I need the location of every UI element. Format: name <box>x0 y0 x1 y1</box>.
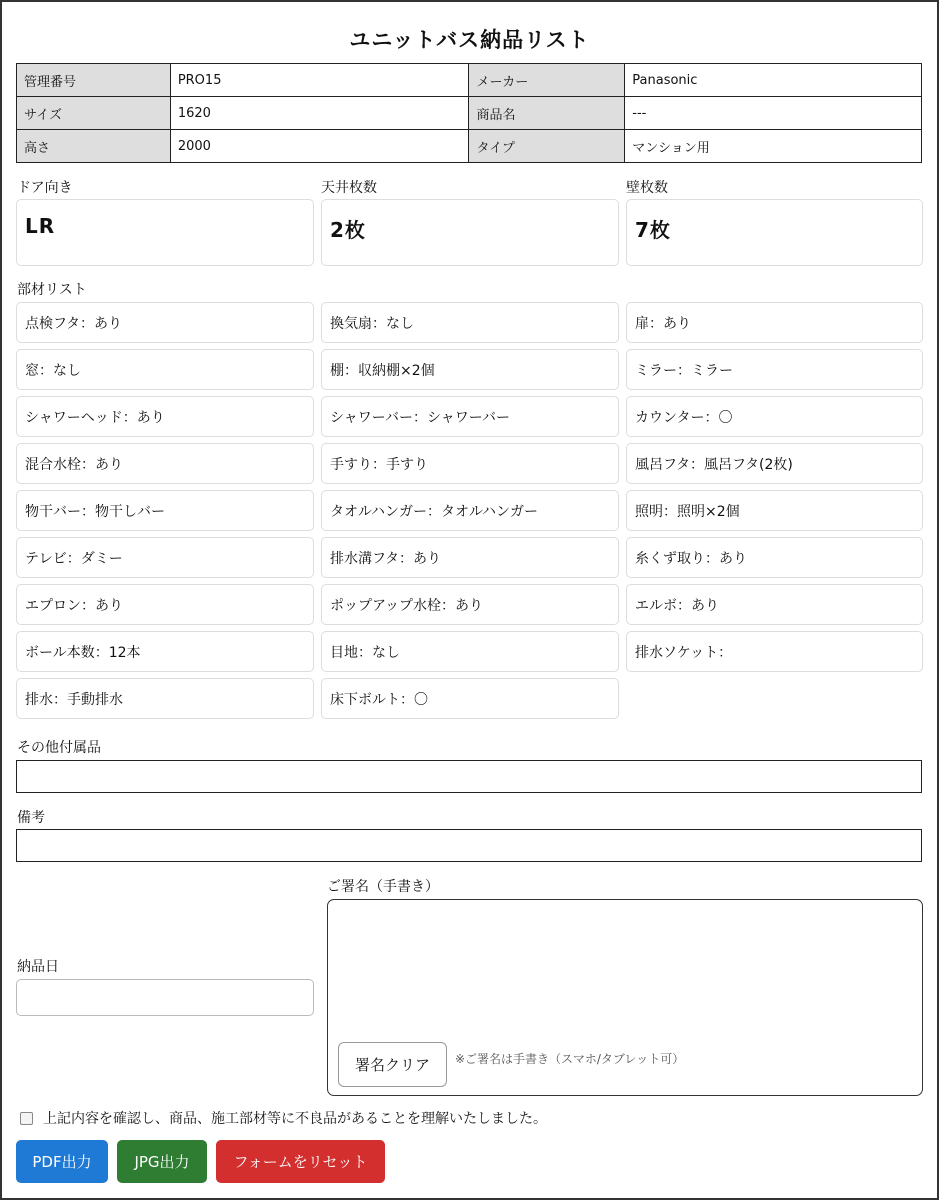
parts-item: エプロン：あり <box>16 584 314 625</box>
reset-form-button[interactable]: フォームをリセット <box>216 1140 385 1183</box>
info-value: --- <box>625 97 922 130</box>
confirm-checkbox[interactable] <box>20 1112 33 1125</box>
info-label: 商品名 <box>469 97 625 130</box>
signature-pad[interactable] <box>327 899 923 1096</box>
parts-item: 混合水栓：あり <box>16 443 314 484</box>
info-row <box>17 64 922 97</box>
info-label: タイプ <box>469 130 625 163</box>
parts-item: ボール本数：12本 <box>16 631 314 672</box>
info-label: 高さ <box>17 130 171 163</box>
parts-item: 窓：なし <box>16 349 314 390</box>
door-label: ドア向き <box>17 180 73 196</box>
parts-item: 糸くず取り：あり <box>626 537 923 578</box>
parts-item: シャワーバー：シャワーバー <box>321 396 619 437</box>
info-label: サイズ <box>17 97 171 130</box>
confirm-text: 上記内容を確認し、商品、施工部材等に不良品があることを理解いたしました。 <box>43 1111 547 1127</box>
parts-label: 部材リスト <box>17 282 87 298</box>
signature-label: ご署名（手書き） <box>327 879 439 895</box>
delivery-date-input[interactable] <box>16 979 314 1016</box>
info-value: マンション用 <box>625 130 922 163</box>
parts-item: ポップアップ水栓：あり <box>321 584 619 625</box>
info-value: 1620 <box>170 97 469 130</box>
info-table <box>16 63 922 163</box>
jpg-export-button[interactable]: JPG出力 <box>117 1140 207 1183</box>
wall-value: 7枚 <box>626 199 923 266</box>
signature-note: ※ご署名は手書き（スマホ/タブレット可） <box>455 1052 685 1066</box>
parts-item: テレビ：ダミー <box>16 537 314 578</box>
accessories-input[interactable] <box>16 760 922 793</box>
ceiling-value: 2枚 <box>321 199 619 266</box>
parts-item: 換気扇：なし <box>321 302 619 343</box>
parts-item: 扉：あり <box>626 302 923 343</box>
pdf-export-button[interactable]: PDF出力 <box>16 1140 108 1183</box>
parts-item: 床下ボルト：〇 <box>321 678 619 719</box>
parts-item: 棚：収納棚×2個 <box>321 349 619 390</box>
delivery-date-label: 納品日 <box>17 959 59 975</box>
info-value: PRO15 <box>170 64 469 97</box>
notes-label: 備考 <box>17 810 45 826</box>
info-row <box>17 130 922 163</box>
parts-item: 風呂フタ：風呂フタ(2枚) <box>626 443 923 484</box>
parts-item: タオルハンガー：タオルハンガー <box>321 490 619 531</box>
confirm-row[interactable] <box>20 1108 547 1128</box>
parts-item: カウンター：〇 <box>626 396 923 437</box>
parts-item: 照明：照明×2個 <box>626 490 923 531</box>
signature-clear-button[interactable]: 署名クリア <box>338 1042 447 1087</box>
parts-item: 点検フタ：あり <box>16 302 314 343</box>
parts-list <box>16 302 923 719</box>
parts-item: ミラー：ミラー <box>626 349 923 390</box>
door-value: LR <box>16 199 314 266</box>
parts-item: 目地：なし <box>321 631 619 672</box>
info-value: 2000 <box>170 130 469 163</box>
page-title: ユニットバス納品リスト <box>349 28 590 52</box>
wall-label: 壁枚数 <box>626 180 668 196</box>
info-label: メーカー <box>469 64 625 97</box>
info-label: 管理番号 <box>17 64 171 97</box>
info-value: Panasonic <box>625 64 922 97</box>
parts-item: シャワーヘッド：あり <box>16 396 314 437</box>
info-row <box>17 97 922 130</box>
parts-item: 排水ソケット： <box>626 631 923 672</box>
notes-input[interactable] <box>16 829 922 862</box>
parts-item: エルボ：あり <box>626 584 923 625</box>
parts-item: 手すり：手すり <box>321 443 619 484</box>
parts-item: 物干バー：物干しバー <box>16 490 314 531</box>
accessories-label: その他付属品 <box>17 740 101 756</box>
parts-item: 排水：手動排水 <box>16 678 314 719</box>
parts-item: 排水溝フタ：あり <box>321 537 619 578</box>
ceiling-label: 天井枚数 <box>321 180 377 196</box>
